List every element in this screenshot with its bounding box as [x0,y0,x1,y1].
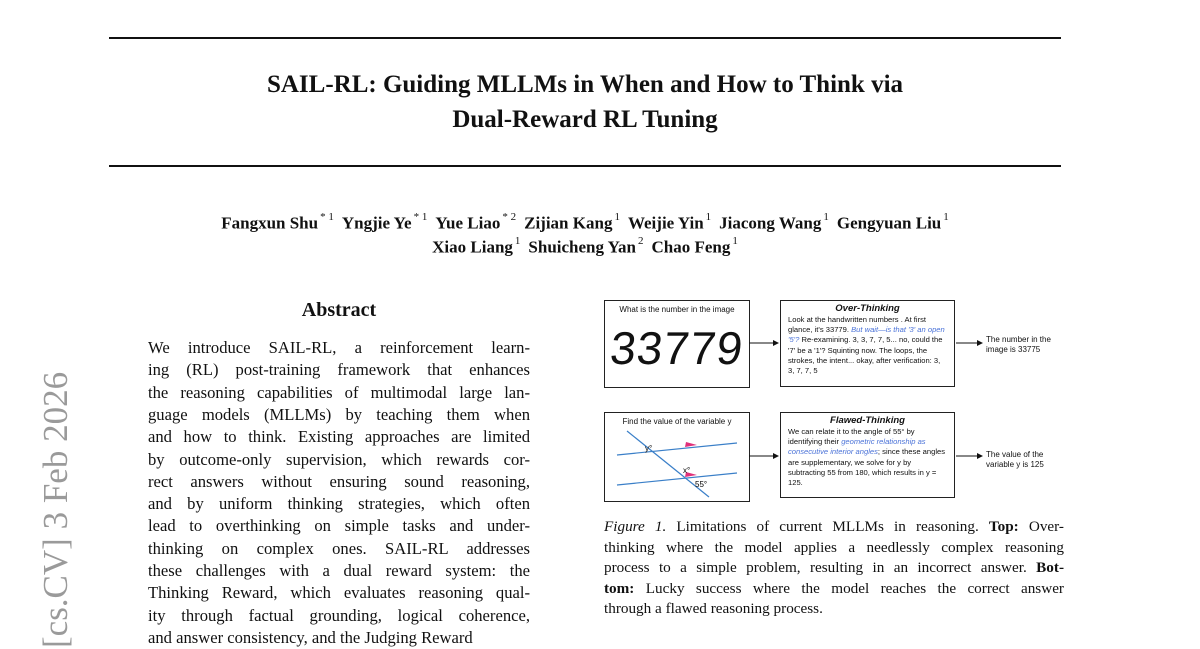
caption-text: thinking where the model applies a needlessly complex reasoning [604,538,1064,556]
author-name: Jiacong Wang [719,213,822,233]
figure-top-question: What is the number in the image [619,305,735,314]
author-name: Weijie Yin [627,213,704,233]
caption-bold: tom: [604,579,635,597]
abstract-line: rect answers without ensuring sound reasoning, [148,471,530,491]
author [528,231,643,260]
figure-bottom-answer: The value of the variable y is 125 [986,450,1044,469]
abstract-heading: Abstract [301,299,377,321]
figure-top-reasoning-box [780,300,955,387]
caption-bold: Bot- [1036,559,1064,576]
author-affiliation: * 1 [413,211,428,223]
author-name: Gengyuan Liu [836,213,942,233]
caption-label: Figure 1. [604,518,667,535]
author-affiliation: 1 [705,211,712,223]
abstract-line: and by uniform thinking strategies, which often [148,494,530,514]
author-name: Yue Liao [435,213,501,233]
over-thinking-highlight: But wait—is that '3' an open '5'? [788,325,945,345]
abstract-line: guage models (MLLMs) by teaching them when [148,404,530,424]
title-rule-top [109,37,1061,39]
figure-top-answer: The number in the image is 33775 [986,335,1051,354]
author-affiliation: 1 [514,235,521,247]
caption-text: through a flawed reasoning process. [604,600,823,617]
abstract-line: lead to overthinking on simple tasks and under- [148,516,530,536]
figure-bottom-image-panel [604,412,750,502]
author-affiliation: 2 [637,235,644,247]
author-affiliation: * 1 [320,211,334,223]
over-thinking-text: Look at the handwritten numbers . At first glance, it's 33779. But wait—is that '3' an open '5'? Re-examining. 3, 3, 7, 7, 5... no, could the '7' be a '1'? Squinting now. The loops, the strokes, the intent... okay, after verification: 3, 3, 7, 7, 5 [788,315,945,376]
author [651,231,737,260]
abstract-line: ity through factual grounding, logical coherence, [148,605,530,625]
geometry-diagram [605,425,749,501]
figure-bottom-question: Find the value of the variable y [622,417,732,426]
flawed-thinking-text: We can relate it to the angle of 55° by identifying their geometric relationship as consecutive interior angles; since these angles are supplementary, we solve for y by subtracting 55 from 180, which results in y = 125. [788,427,946,488]
author-affiliation: 1 [943,211,949,223]
caption-tail: Over- [1018,518,1064,535]
abstract-line: by outcome-only supervision, which rewards cor- [148,449,530,469]
author-name: Shuicheng Yan [528,237,636,257]
title-rule-bottom [109,165,1061,167]
author-name: Yngjie Ye [341,213,412,233]
abstract-line: and answer consistency, and the Judging Reward [148,627,473,647]
abstract-line: ing (RL) post-training framework that enhances [148,360,530,380]
parallel-line-top [617,443,737,455]
author-name: Fangxun Shu [221,213,319,233]
abstract-line: thinking on complex ones. SAIL-RL addresses [148,538,530,558]
author-affiliation: 1 [823,211,829,223]
author-name: Xiao Liang [432,237,513,257]
author-affiliation: 1 [732,235,738,247]
abstract-line: We introduce SAIL-RL, a reinforcement learn- [148,338,530,357]
caption-line [604,558,1064,578]
label-y: y° [645,444,653,453]
paper-title-line-1: SAIL-RL: Guiding MLLMs in When and How to Think via [266,71,904,98]
caption-text: Limitations of current MLLMs in reasoning. [666,518,989,535]
abstract-line: and how to think. Existing approaches are limited [148,427,530,447]
author-name: Zijian Kang [524,213,613,233]
abstract-line: the reasoning capabilities of multimodal large lan- [148,382,530,402]
caption-line [604,579,1064,599]
caption-line [604,538,1064,558]
paper-title-line-2: Dual-Reward RL Tuning [452,106,718,133]
figure-top-image-panel [604,300,750,388]
author-affiliation: * 2 [502,211,517,223]
caption-text: Lucky success where the model reaches the correct answer [634,579,1064,597]
caption-bold: Top: [988,518,1019,535]
parallel-line-bottom [617,473,737,485]
author-affiliation: 1 [614,211,620,223]
label-55: 55° [695,480,708,489]
flawed-thinking-title: Flawed-Thinking [830,415,905,426]
handwritten-digits: 33779 [607,322,747,374]
author-list-line-2 [109,231,1061,260]
caption-text: process to a simple problem, resulting in an incorrect answer. [604,559,1037,576]
author-name: Chao Feng [651,237,731,257]
caption-line [604,517,1064,537]
label-x: x° [683,466,691,475]
abstract-line: these challenges with a dual reward system: the [148,561,530,580]
abstract-line: Thinking Reward, which evaluates reasoning qual- [148,583,530,603]
author [432,231,520,260]
over-thinking-title: Over-Thinking [835,303,900,314]
caption-line [604,599,1064,619]
parallel-marker-top [685,442,697,447]
flawed-thinking-highlight: geometric relationship as consecutive interior angles [788,437,926,457]
arxiv-stamp: [cs.CV] 3 Feb 2026 [36,371,75,648]
figure-bottom-reasoning-box [780,412,955,498]
